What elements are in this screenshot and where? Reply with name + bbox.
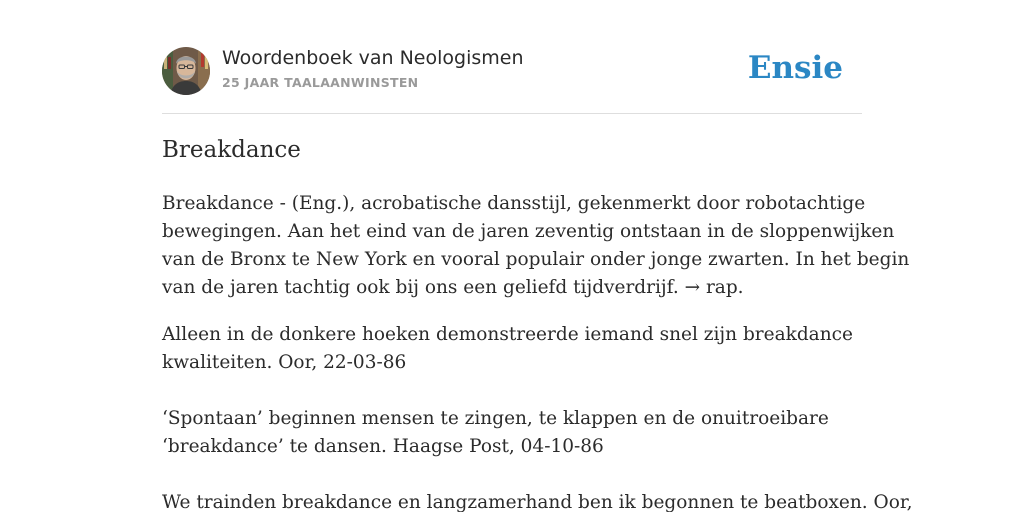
citation-quote [162, 405, 862, 461]
author-name[interactable]: Woordenboek van Neologismen [222, 47, 524, 69]
article-body [162, 190, 913, 512]
citation-line: kwaliteiten. Oor, 22-03-86 [162, 352, 407, 373]
definition-line: van de Bronx te New York en vooral populair onder jonge zwarten. In het begin [162, 249, 910, 270]
definition-line: Breakdance - (Eng.), acrobatische dansstijl, gekenmerkt door robotachtige [162, 193, 866, 214]
site-header [162, 46, 862, 96]
citation-line: ‘breakdance’ te dansen. Haagse Post, 04-10-86 [162, 436, 604, 457]
definition-line: bewegingen. Aan het eind van de jaren zeventig ontstaan in de sloppenwijken [162, 221, 895, 242]
citation-quote [162, 489, 913, 512]
citation-line: ‘Spontaan’ beginnen mensen te zingen, te klappen en de onuitroeibare [162, 408, 829, 429]
citation-quote [162, 321, 862, 377]
citation-line: Alleen in de donkere hoeken demonstreerde iemand snel zijn breakdance [162, 324, 853, 345]
author-subtitle: 25 JAAR TAALAANWINSTEN [222, 75, 419, 90]
citation-line: We trainden breakdance en langzamerhand ben ik begonnen te beatboxen. Oor, [162, 492, 913, 512]
definition-line: van de jaren tachtig ook bij ons een geliefd tijdverdrijf. → rap. [162, 277, 744, 298]
definition-paragraph [162, 190, 910, 302]
author-portrait-icon [162, 47, 210, 95]
author-avatar[interactable] [162, 47, 210, 95]
brand-logo[interactable]: Ensie [747, 50, 843, 86]
page-title: Breakdance [162, 137, 301, 163]
header-divider [162, 113, 862, 114]
